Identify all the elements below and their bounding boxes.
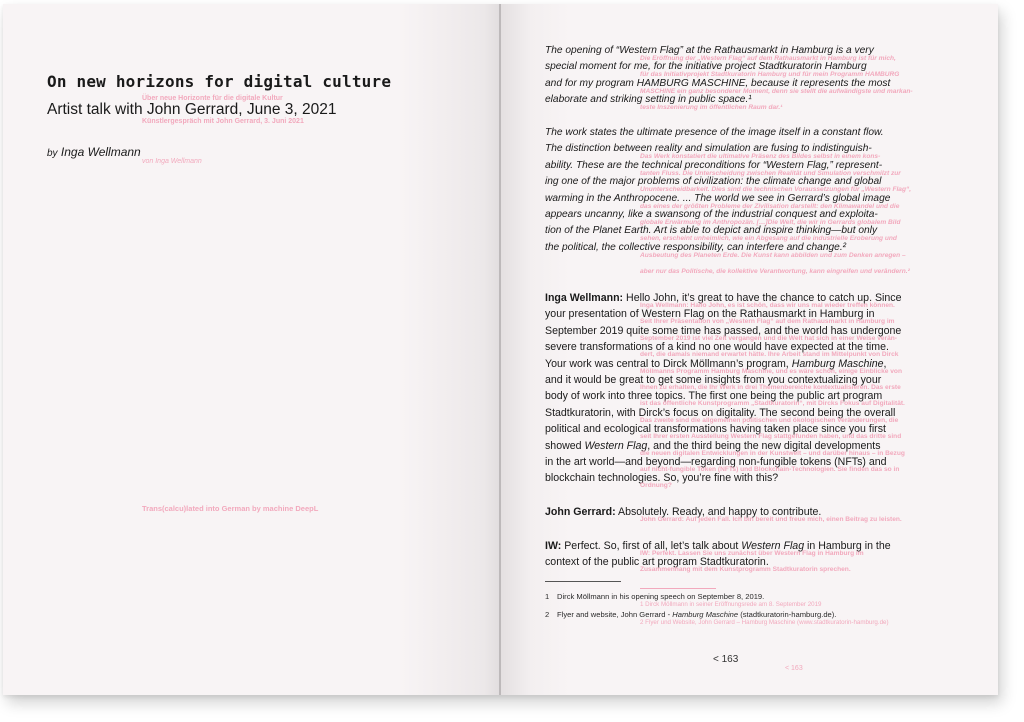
german-translation: Ununterscheidbarkeit. Dies sind die technischen Voraussetzungen für „Western Flag“,: [640, 186, 912, 194]
footnote-translation: 2 Flyer und Website, John Gerrard – Hamburg Maschine (www.stadtkuratorin-hamburg.de): [640, 619, 889, 626]
page-number-translation: < 163: [785, 665, 803, 672]
german-translation: Ausbeutung des Planeten Erde. Die Kunst kann abbilden und zum Denken anregen –: [640, 251, 906, 259]
german-translation: Das Werk konstatiert die ultimative Präsenz des Bildes selbst in einem kons-: [640, 153, 881, 161]
text-line: [545, 472, 965, 488]
german-translation: Inga Wellmann: Hallo John, es ist schön, dass wir uns mal wieder treffen können.: [640, 302, 895, 309]
english-text: The work states the ultimate presence of the image itself in a constant flow.: [545, 127, 884, 138]
footnote-2: 2 Flyer and website, John Gerrard - Hamburg Maschine (stadtkuratorin-hamburg.de). 2 Flyer und Website, John Gerrard – Hamburg Maschine (www.stadtkuratorin-hamburg.de): [545, 610, 889, 626]
text-line: [545, 456, 965, 472]
interview-question: [545, 292, 965, 489]
reply-translation: Zusammenhang mit dem Kunstprogramm Stadtkuratorin sprechen.: [640, 566, 851, 574]
english-text: ing one of the major problems of civilization: the climate change and global: [545, 176, 882, 188]
article-title-translation: Über neue Horizonte für die digitale Kultur: [142, 95, 283, 102]
english-text: The distinction between reality and simulation are fusing to indistinguish-: [545, 143, 872, 155]
text-line: [545, 341, 965, 357]
text-line: [545, 94, 965, 110]
text-line: [545, 78, 965, 94]
german-translation: dert, die damals niemand erwartet hätte. Ihre Arbeit stand im Mittelpunkt von Dirck: [640, 351, 899, 359]
german-translation: das eines der größten Probleme der Zivilisation darstellt: den Klimawandel und die: [640, 202, 900, 210]
footnote-1: 1 Dirck Möllmann in his opening speech on September 8, 2019. 1 Dirck Möllmann in seiner Eröffnungsrede am 8. September 2019: [545, 592, 822, 608]
english-text: blockchain technologies. So, you’re fine with this?: [545, 472, 779, 485]
english-text: elaborate and striking setting in public space.¹: [545, 94, 752, 106]
reply-line: IW: Perfect. So, first of all, let’s talk about Western Flag in Hamburg in the IW: Perfekt. Lassen Sie uns zunächst über Western Flag in Hamburg im: [545, 540, 891, 557]
english-text: and it would be great to get some insights from you contextualizing your: [545, 373, 882, 386]
german-translation: Ihnen zu erhalten, die Ihr Werk in drei Themenbereiche kontextualisieren. Das erste: [640, 383, 901, 391]
text-line: [545, 127, 965, 143]
english-text: appears uncanny, like a swansong of the industrial conquest and exploita-: [545, 208, 878, 220]
text-line: [545, 308, 965, 324]
reply-inga-wellmann: [545, 540, 965, 573]
text-line: [545, 209, 965, 225]
german-translation: sehen, erscheint unheimlich, wie ein Abgesang auf die industrielle Eroberung und: [640, 235, 897, 243]
opening-quote: [545, 45, 965, 111]
text-line: [545, 358, 965, 374]
text-line: [545, 258, 965, 274]
left-page: [3, 4, 499, 695]
english-text: special moment for me, for the initiative project Stadtkuratorin Hamburg: [545, 61, 867, 73]
german-translation: Seit Ihrer Präsentation von „Western Flag“ auf dem Rathausmarkt in Hamburg im: [640, 318, 895, 326]
english-text: and for my program HAMBURG MASCHINE, because it represents the most: [545, 77, 891, 89]
english-text: body of work into three topics. The first one being the public art program: [545, 390, 883, 403]
footnote-divider-translation: [640, 588, 716, 589]
text-line: [545, 374, 965, 390]
english-text: political and ecological transformations having taken place since you first: [545, 423, 886, 436]
byline-translation: von Inga Wellmann: [142, 158, 202, 165]
english-text: The opening of “Western Flag” at the Rathausmarkt in Hamburg is a very: [545, 45, 874, 56]
text-line: [545, 61, 965, 77]
german-translation: ist das öffentliche Kunstprogramm „Stadtkuratorin“, mit Dircks Fokus auf Digitalität.: [640, 400, 905, 408]
text-line: [545, 407, 965, 423]
english-text: your presentation of Western Flag on the Rathausmarkt in Hamburg in: [545, 308, 875, 321]
text-line: [545, 193, 965, 209]
german-translation: seit Ihrer ersten Ausstellung Western Flag stattgefunden haben, und das dritte sind: [640, 433, 902, 441]
german-translation: aber nur das Politische, die kollektive Verantwortung, kann eingreifen und verändern.²: [640, 268, 910, 276]
german-translation: MASCHINE ein ganz besonderer Moment, denn sie stellt die aufwändigste und markan-: [640, 87, 913, 95]
english-text: September 2019 quite some time has passed, and the world has undergone: [545, 324, 902, 337]
english-text: in the art world—and beyond—regarding non-fungible tokens (NFTs) and: [545, 455, 887, 468]
footnote-divider: [545, 581, 621, 582]
reply-line: context of the public art program Stadtkuratorin. Zusammenhang mit dem Kunstprogramm Stadtkuratorin sprechen.: [545, 556, 851, 574]
english-text: ability. These are the technical preconditions for “Western Flag,” represent-: [545, 159, 883, 171]
german-translation: tanten Fluss. Die Unterscheidung zwischen Realität und Simulation verschmilzt zur: [640, 169, 901, 177]
text-line: [545, 176, 965, 192]
text-line: [545, 160, 965, 176]
article-subtitle: Artist talk with John Gerrard, June 3, 2021: [47, 101, 337, 118]
article-subtitle-translation: Künstlergespräch mit John Gerrard, 3. Juni 2021: [142, 118, 304, 125]
speaker-label: Inga Wellmann:: [545, 292, 624, 304]
english-text: warming in the Anthropocene. ... The world we see in Gerrard’s global image: [545, 192, 891, 204]
text-line: [545, 423, 965, 439]
translation-note: Trans(calcu)lated into German by machine DeepL: [142, 504, 319, 513]
german-translation: Möllmanns Programm Hamburg Maschine, und es wäre schön, einige Einblicke von: [640, 367, 902, 375]
german-translation: Das zweite sind die allgemeinen politischen und ökologischen Veränderungen, die: [640, 416, 899, 424]
speaker-label: IW:: [545, 540, 562, 552]
text-line: [545, 143, 965, 159]
english-text: severe transformations of a kind no one would have expected at the time.: [545, 341, 889, 354]
text-line: [545, 390, 965, 406]
german-translation: die neuen digitalen Entwicklungen in der Kunstwelt – und darüber hinaus – in Bezug: [640, 449, 905, 457]
text-line: [545, 292, 965, 308]
german-translation: teste Inszenierung im öffentlichen Raum dar.¹: [640, 104, 783, 112]
byline: [47, 145, 141, 159]
page-number: < 163: [713, 654, 739, 665]
footnotes: [545, 592, 965, 628]
german-translation: globale Erwärmung im Anthropozän. […]Die Welt, die wir in Gerrards globalem Bild: [640, 218, 901, 226]
text-line: [545, 242, 965, 258]
text-line: [545, 440, 965, 456]
byline-prefix: by: [47, 148, 58, 159]
text-line: [545, 325, 965, 341]
footnote-translation: 1 Dirck Möllmann in seiner Eröffnungsrede am 8. September 2019: [640, 601, 822, 608]
german-translation: Ordnung?: [640, 482, 672, 490]
text-line: [545, 45, 965, 61]
work-quote: [545, 127, 965, 275]
english-text: Inga Wellmann: Hello John, it’s great to have the chance to catch up. Since: [545, 292, 902, 304]
english-text: tion of the Planet Earth. Art is able to depict and inspire thinking—but only: [545, 225, 878, 237]
article-title: On new horizons for digital culture: [47, 72, 392, 91]
english-text: the political, the collective responsibility, can interfere and change.²: [545, 241, 847, 253]
reply-line: [545, 506, 965, 522]
english-text: Your work was central to Dirck Möllmann’s program, Hamburg Maschine,: [545, 357, 887, 370]
german-translation: September 2019 ist viel Zeit vergangen und die Welt hat sich in einer Weise verän-: [640, 334, 897, 342]
reply-text: Absolutely. Ready, and happy to contribute.: [618, 506, 822, 518]
reply-translation: IW: Perfekt. Lassen Sie uns zunächst über Western Flag in Hamburg im: [640, 550, 864, 557]
german-translation: Die Eröffnung der „Western Flag“ auf dem Rathausmarkt in Hamburg ist für mich,: [640, 55, 896, 62]
byline-author: Inga Wellmann: [60, 145, 141, 159]
reply-translation: John Gerrard: Auf jeden Fall. Ich bin bereit und freue mich, einen Beitrag zu leisten.: [640, 516, 902, 523]
speaker-label: John Gerrard:: [545, 506, 616, 518]
text-line: [545, 225, 965, 241]
english-text: Stadtkuratorin, with Dirck’s focus on digitality. The second being the overall: [545, 406, 896, 419]
german-translation: für das Initiativprojekt Stadtkuratorin Hamburg und für mein Programm HAMBURG: [640, 71, 900, 79]
reply-john-gerrard: [545, 506, 965, 522]
english-text: showed Western Flag, and the third being the new digital developments: [545, 439, 881, 452]
german-translation: auf nicht-fungible Token (NFTs) und Blockchain-Technologien. Sie finden das so in: [640, 465, 900, 473]
